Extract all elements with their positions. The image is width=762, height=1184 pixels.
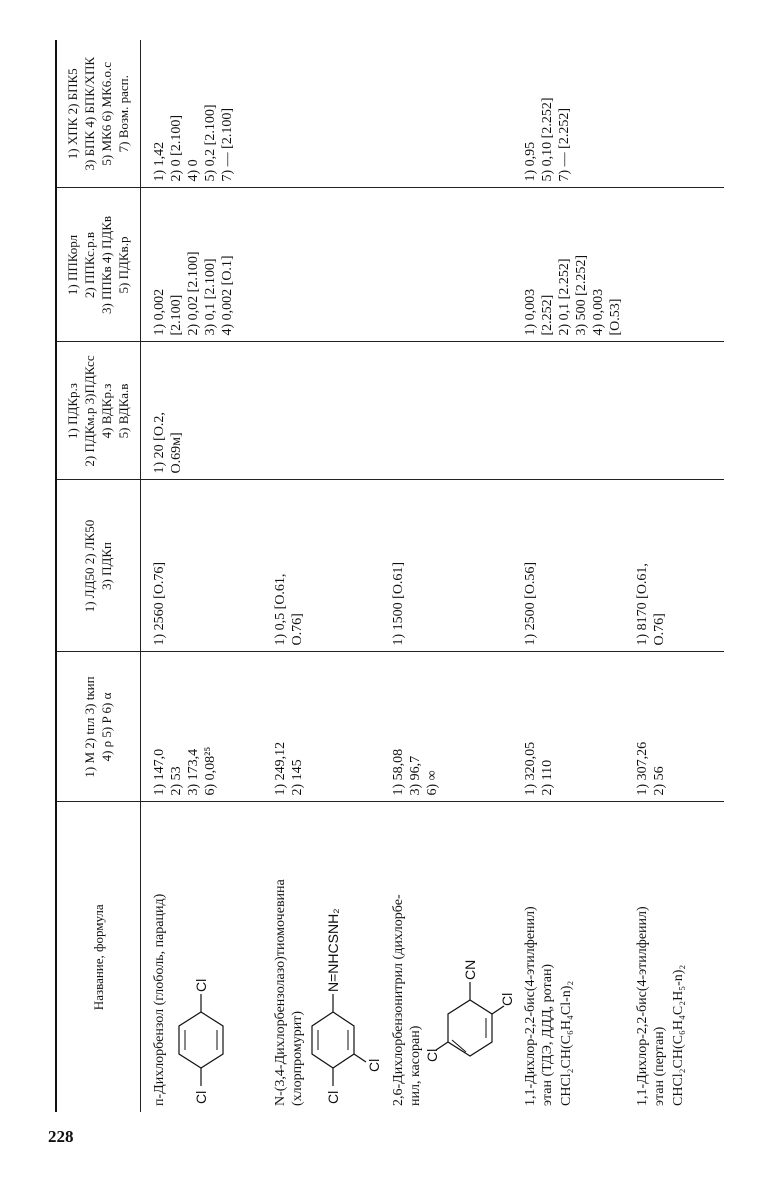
cell-tox: 1) 8170 [O.61, O.76]	[624, 480, 724, 652]
cell-name: 1,1-Дихлор-2,2-бис(4-этилфеиил) этан (пертан) CHCl₂CH(C₆H₄C₂H₅-n)₂	[635, 906, 686, 1106]
structure-dichlorobenzene	[170, 809, 232, 1107]
cell-bpk	[262, 40, 380, 188]
data-table	[55, 40, 724, 1112]
cell-water: 1) 0,003 [2.252] 2) 0,1 [2.252] 3) 500 [2.252] 4) 0,003 [O.53]	[512, 188, 624, 342]
svg-text:Cl: Cl	[325, 1090, 341, 1104]
table-row	[624, 40, 724, 1112]
cell-pdk-air	[380, 342, 512, 480]
structure-dichlobenil	[424, 809, 515, 1107]
svg-text:Cl: Cl	[366, 1058, 382, 1072]
cell-water	[624, 188, 724, 342]
header-bpk: 1) ХПК 2) БПК5 3) БПК 4) БПК/ХПК 5) МК6 6) МК6.о.с 7) Возм. расп.	[56, 40, 140, 188]
header-row	[56, 40, 140, 1112]
rotated-table-container	[55, 40, 711, 1112]
cell-props: 1) 147,0 2) 53 3) 173,4 6) 0,08²⁵	[140, 652, 262, 802]
cell-props: 1) 320,05 2) 110	[512, 652, 624, 802]
cell-props: 1) 249,12 2) 145	[262, 652, 380, 802]
svg-text:Cl: Cl	[192, 1090, 209, 1104]
cell-bpk	[380, 40, 512, 188]
cell-water: 1) 0,002 [2.100] 2) 0,02 [2.100] 3) 0,1 [2.100] 4) 0,002 [O.1]	[140, 188, 262, 342]
header-tox: 1) ЛД50 2) ЛК50 3) ПДКп	[56, 480, 140, 652]
cell-pdk-air	[512, 342, 624, 480]
cell-name: п-Дихлорбензол (глоболь, парацид) Cl Cl	[140, 802, 262, 1112]
table-row	[262, 40, 380, 1112]
cell-tox: 1) 0,5 [O.61, O.76]	[262, 480, 380, 652]
cell-pdk-air	[262, 342, 380, 480]
cell-water	[262, 188, 380, 342]
cell-pdk-air	[624, 342, 724, 480]
svg-text:Cl: Cl	[424, 1048, 440, 1062]
header-name: Название, формула	[56, 802, 140, 1112]
cell-tox: 1) 2500 [O.56]	[512, 480, 624, 652]
header-pdk-air: 1) ПДКр.з 2) ПДКм.р 3)ПДКсс 4) ВДКр.з 5) ВДКа.в	[56, 342, 140, 480]
page-number: 228	[48, 1127, 74, 1146]
svg-text:CN: CN	[462, 959, 478, 980]
cell-bpk: 1) 0,95 5) 0,10 [2.252] 7) — [2.252]	[512, 40, 624, 188]
svg-text:Cl: Cl	[192, 978, 209, 992]
header-props: 1) M 2) tпл 3) tкип 4) ρ 5) P 6) α	[56, 652, 140, 802]
structure-chlorpromurit	[308, 809, 380, 1107]
cell-bpk: 1) 1,42 2) 0 [2.100] 4) 0 5) 0,2 [2.100] 7) — [2.100]	[140, 40, 262, 188]
table-row	[140, 40, 262, 1112]
cell-water	[380, 188, 512, 342]
svg-text:Cl: Cl	[499, 992, 515, 1006]
cell-props: 1) 58,08 3) 96,7 6) ∞	[380, 652, 512, 802]
svg-text:N=NHCSNH₂: N=NHCSNH₂	[325, 908, 341, 992]
cell-bpk	[624, 40, 724, 188]
table-row	[512, 40, 624, 1112]
cell-name: N-(3,4-Дихлорбензолазо)тиомочевина (хлорпромурит) Cl Cl N=NHCSNH₂	[262, 802, 380, 1112]
cell-name: 2,6-Дихлорбензонитрил (дихлорбе- нил, касоран) Cl CN Cl	[380, 802, 512, 1112]
cell-props: 1) 307,26 2) 56	[624, 652, 724, 802]
cell-tox: 1) 1500 [O.61]	[380, 480, 512, 652]
cell-tox: 1) 2560 [O.76]	[140, 480, 262, 652]
table-row	[380, 40, 512, 1112]
cell-pdk-air: 1) 20 [O.2, O.69м]	[140, 342, 262, 480]
cell-name: 1,1-Дихлор-2,2-бис(4-этилфенил) этан (ТДЭ, ДДД, ротан) CHCl₂CH(C₆H₄Cl-n)₂	[523, 906, 574, 1106]
header-water: 1) ППКорл 2) ППКс.р.в 3) ППКв 4) ПДКв 5) ПДКв.р	[56, 188, 140, 342]
